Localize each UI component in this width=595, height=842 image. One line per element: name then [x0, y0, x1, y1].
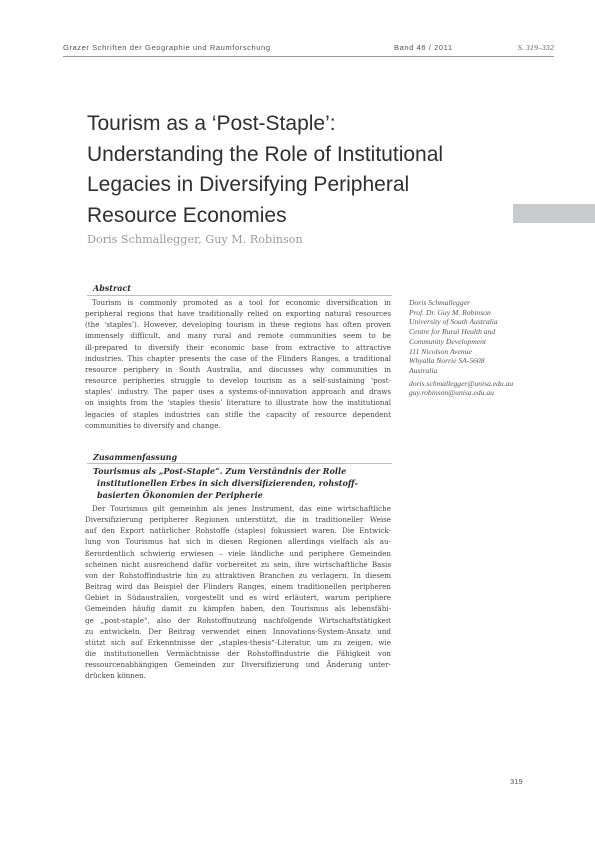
zusammenfassung-line: ßerordentlich schwierig erwiesen – viele ländliche und periphere Gemeinden	[85, 548, 391, 558]
zusammenfassung-line: Beitrag wird das Beispiel der Flinders Ranges, einem traditionellen peripheren	[85, 582, 391, 592]
article-title	[87, 109, 507, 231]
title-line: Resource Economies	[87, 203, 287, 227]
abstract-line: peripheral regions that have traditionally relied on exporting natural resources	[85, 309, 391, 319]
zusammenfassung-heading: Zusammenfassung	[93, 452, 178, 462]
subtitle-line: basierten Ökonomien der Peripherie	[97, 490, 263, 500]
article-authors: Doris Schmallegger, Guy M. Robinson	[87, 233, 303, 246]
abstract-line: immensely difficult, and many rural and remote communities seem to be	[85, 331, 391, 341]
zusammenfassung-line: scheinen nicht ausreichend dafür vorbereitet zu sein, ihre wirtschaftliche Basis	[85, 559, 391, 569]
subtitle-line: Tourismus als „Post-Staple“. Zum Verständnis der Rolle	[93, 466, 347, 476]
abstract-line: Tourism is commonly promoted as a tool for economic diversification in	[92, 298, 391, 307]
header-rule	[63, 56, 554, 57]
zusammenfassung-line: drücken können.	[85, 671, 146, 681]
zusammenfassung-line: Diversifizierung peripherer Regionen unterstützt, die in traditioneller Weise	[85, 515, 391, 525]
author-email-link[interactable]: doris.schmallegger@unisa.edu.au	[409, 378, 514, 388]
abstract-rule	[87, 295, 392, 296]
zusammenfassung-rule	[87, 463, 392, 464]
affiliation-line: Prof. Dr. Guy M. Robinson	[409, 307, 491, 317]
running-header-pages: S. 319–332	[517, 43, 554, 52]
zusammenfassung-subtitle	[93, 465, 390, 501]
abstract-heading: Abstract	[93, 283, 131, 293]
affiliation-line: Doris Schmallegger	[409, 298, 470, 307]
zusammenfassung-text	[85, 503, 391, 682]
abstract-line: on insights from the ‘staples thesis’ literature to illustrate how the institutional	[85, 398, 391, 408]
zusammenfassung-line: stützt sich auf Erkenntnisse der „staples-thesis“-Literatur, um zu zeigen, wie	[85, 637, 391, 647]
zusammenfassung-line: Gemeinden häufig damit zu kämpfen haben, den Tourismus als lebensfähi-	[85, 604, 391, 614]
zusammenfassung-line: Der Tourismus gilt gemeinhin als jenes Instrument, das eine wirtschaftliche	[92, 504, 391, 513]
author-email-link[interactable]: guy.robinson@unisa.edu.au	[409, 388, 494, 398]
title-line: Tourism as a ‘Post-Staple’:	[87, 112, 336, 135]
abstract-line: communities to diversify and change.	[85, 420, 221, 430]
zusammenfassung-line: lung von Tourismus hat sich in diesen Regionen allerdings vielfach als au-	[85, 537, 391, 547]
author-affiliation-sidebar	[409, 298, 559, 398]
decorative-grey-tab	[513, 204, 595, 223]
affiliation-line: Centre for Rural Health and	[409, 327, 496, 337]
affiliation-line: University of South Australia	[409, 317, 498, 327]
affiliation-line: Community Development	[409, 336, 486, 346]
abstract-text	[85, 297, 391, 431]
zusammenfassung-line: die institutionellen Vermächtnisse der Rohstoffindustrie die Fähigkeit von	[85, 649, 391, 659]
abstract-line: legacies of staples industries can stifle the capacity of resource dependent	[85, 409, 391, 419]
abstract-line: staples’ industry. The paper uses a systems-of-innovation approach and draws	[85, 387, 391, 397]
abstract-line: (the ‘staples’). However, developing tourism in these regions has often proven	[85, 320, 391, 330]
zusammenfassung-line: Gebiet in Südaustralien, vorgestellt und es wird erläutert, warum periphere	[85, 593, 391, 603]
zusammenfassung-line: auf den Export natürlicher Rohstoffe (staples) fokussiert waren. Die Entwick-	[85, 526, 391, 536]
zusammenfassung-line: von der Rohstoffindustrie hin zu attraktiven Branchen zu verlagern. In diesem	[85, 570, 391, 580]
title-line: Legacies in Diversifying Peripheral	[87, 173, 410, 196]
affiliation-line: 111 Nicolson Avenue	[409, 346, 472, 356]
affiliation-line: Whyalla Norrie SA-5608	[409, 356, 485, 366]
abstract-line: industries. This chapter presents the case of the Flinders Ranges, a traditional	[85, 353, 391, 363]
zusammenfassung-line: ressourcenabhängigen Gemeinden zur Diversifizierung und Änderung unter-	[85, 660, 391, 670]
affiliation-line: Australia	[409, 365, 438, 375]
running-header-volume: Band 46 / 2011	[394, 43, 453, 52]
zusammenfassung-line: zu entwickeln. Der Beitrag verwendet einen Innovations-System-Ansatz und	[85, 626, 391, 636]
title-line: Understanding the Role of Institutional	[87, 142, 444, 166]
page-number: 319	[510, 777, 523, 786]
running-header-journal: Grazer Schriften der Geographie und Raumforschung	[63, 43, 271, 52]
abstract-line: resource peripheries struggle to develop tourism as a self-sustaining ‘post-	[85, 376, 391, 386]
abstract-line: resource periphery in South Australia, and discusses why communities in	[85, 364, 391, 374]
abstract-line: ill-prepared to diversify their economic base from extractive to attractive	[85, 342, 391, 352]
subtitle-line: institutionellen Erbes in sich diversifizierenden, rohstoff-	[97, 478, 358, 488]
zusammenfassung-line: ge „post-staple“, also der Rohstoffnutzung nachfolgende Wirtschaftstätigkeit	[85, 615, 391, 625]
